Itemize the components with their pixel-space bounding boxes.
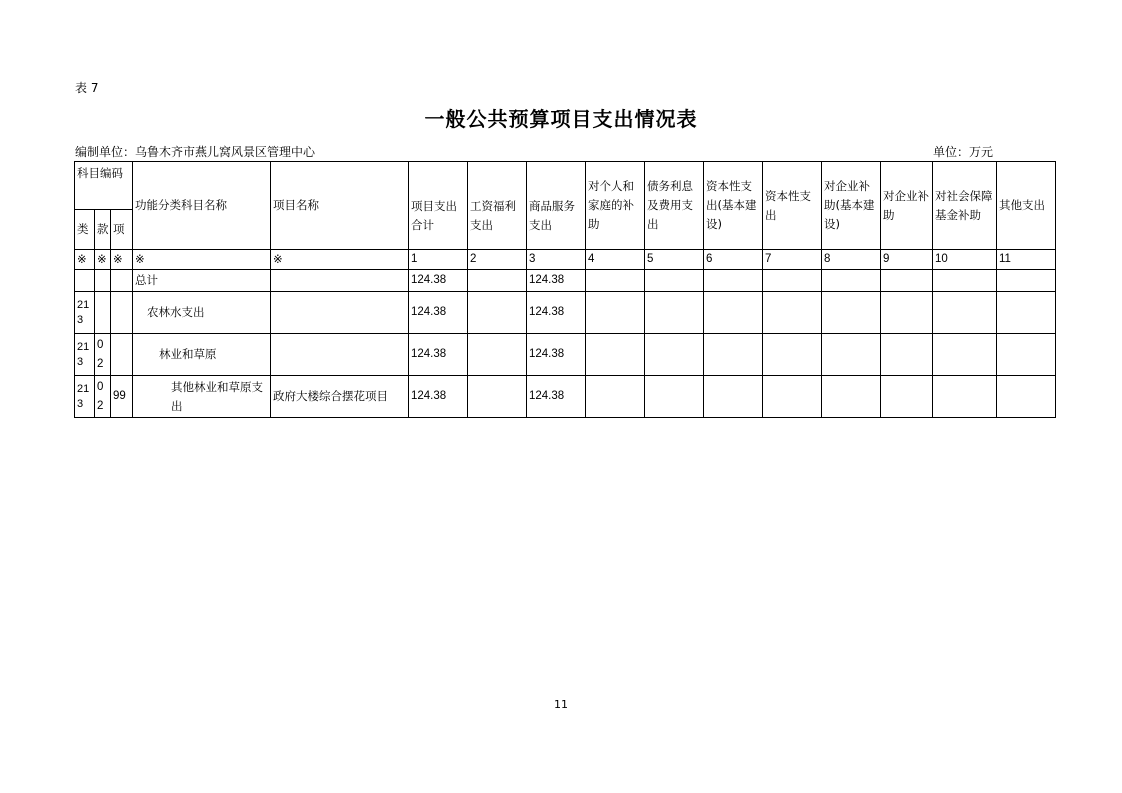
table-row [75, 376, 1056, 418]
cell-project-name [271, 270, 409, 292]
marker-cell: ※ [111, 250, 133, 270]
header-col-personal: 对个人和家庭的补助 [586, 162, 645, 250]
header-col-capital-basic: 资本性支出(基本建设) [704, 162, 763, 250]
marker-cell: 7 [763, 250, 822, 270]
cell-total: 124.38 [409, 292, 468, 334]
marker-cell: 2 [468, 250, 527, 270]
header-row-top [75, 162, 1056, 210]
marker-cell: ※ [95, 250, 111, 270]
header-func-name: 功能分类科目名称 [133, 162, 271, 250]
marker-cell: 10 [933, 250, 997, 270]
header-kuan: 款 [95, 210, 111, 250]
table-row [75, 292, 1056, 334]
page-title: 一般公共预算项目支出情况表 [424, 107, 698, 131]
header-col-goods: 商品服务支出 [527, 162, 586, 250]
cell-goods: 124.38 [527, 334, 586, 376]
header-col-enterprise-basic: 对企业补助(基本建设) [822, 162, 881, 250]
header-subject-code: 科目编码 [75, 162, 133, 210]
marker-cell: 3 [527, 250, 586, 270]
header-col-other: 其他支出 [997, 162, 1056, 250]
marker-cell: 11 [997, 250, 1056, 270]
cell-func-name: 总计 [133, 270, 271, 292]
cell-func-name: 林业和草原 [133, 334, 271, 376]
page-number: 11 [554, 698, 568, 711]
cell-total: 124.38 [409, 270, 468, 292]
cell-xiang [111, 292, 133, 334]
header-col-capital: 资本性支出 [763, 162, 822, 250]
cell-kuan [95, 270, 111, 292]
table-row [75, 334, 1056, 376]
cell-total: 124.38 [409, 376, 468, 418]
header-project-name: 项目名称 [271, 162, 409, 250]
budget-table [74, 161, 1056, 418]
cell-xiang [111, 270, 133, 292]
header-lei: 类 [75, 210, 95, 250]
cell-xiang [111, 334, 133, 376]
cell-lei: 213 [75, 376, 95, 418]
organization-label: 编制单位：乌鲁木齐市燕儿窝风景区管理中心 [75, 145, 316, 159]
marker-row [75, 250, 1056, 270]
unit-label: 单位：万元 [933, 145, 994, 159]
cell-total: 124.38 [409, 334, 468, 376]
header-xiang: 项 [111, 210, 133, 250]
cell-func-name: 农林水支出 [133, 292, 271, 334]
marker-cell: 5 [645, 250, 704, 270]
cell-project-name: 政府大楼综合摆花项目 [271, 376, 409, 418]
header-col-interest: 债务利息及费用支出 [645, 162, 704, 250]
table-number: 表 7 [75, 81, 99, 95]
cell-kuan: 02 [95, 376, 111, 418]
marker-cell: ※ [75, 250, 95, 270]
cell-lei: 213 [75, 292, 95, 334]
cell-kuan: 02 [95, 334, 111, 376]
cell-xiang: 99 [111, 376, 133, 418]
cell-lei: 213 [75, 334, 95, 376]
cell-goods: 124.38 [527, 292, 586, 334]
header-col-total: 项目支出合计 [409, 162, 468, 250]
cell-func-name: 其他林业和草原支出 [133, 376, 271, 418]
cell-project-name [271, 292, 409, 334]
cell-project-name [271, 334, 409, 376]
header-col-social-security: 对社会保障基金补助 [933, 162, 997, 250]
cell-goods: 124.38 [527, 270, 586, 292]
marker-cell: 8 [822, 250, 881, 270]
marker-cell: 4 [586, 250, 645, 270]
marker-cell: ※ [133, 250, 271, 270]
table-row [75, 270, 1056, 292]
cell-lei [75, 270, 95, 292]
marker-cell: 6 [704, 250, 763, 270]
marker-cell: 9 [881, 250, 933, 270]
marker-cell: 1 [409, 250, 468, 270]
cell-kuan [95, 292, 111, 334]
marker-cell: ※ [271, 250, 409, 270]
cell-goods: 124.38 [527, 376, 586, 418]
header-col-wages: 工资福利支出 [468, 162, 527, 250]
header-col-enterprise: 对企业补助 [881, 162, 933, 250]
